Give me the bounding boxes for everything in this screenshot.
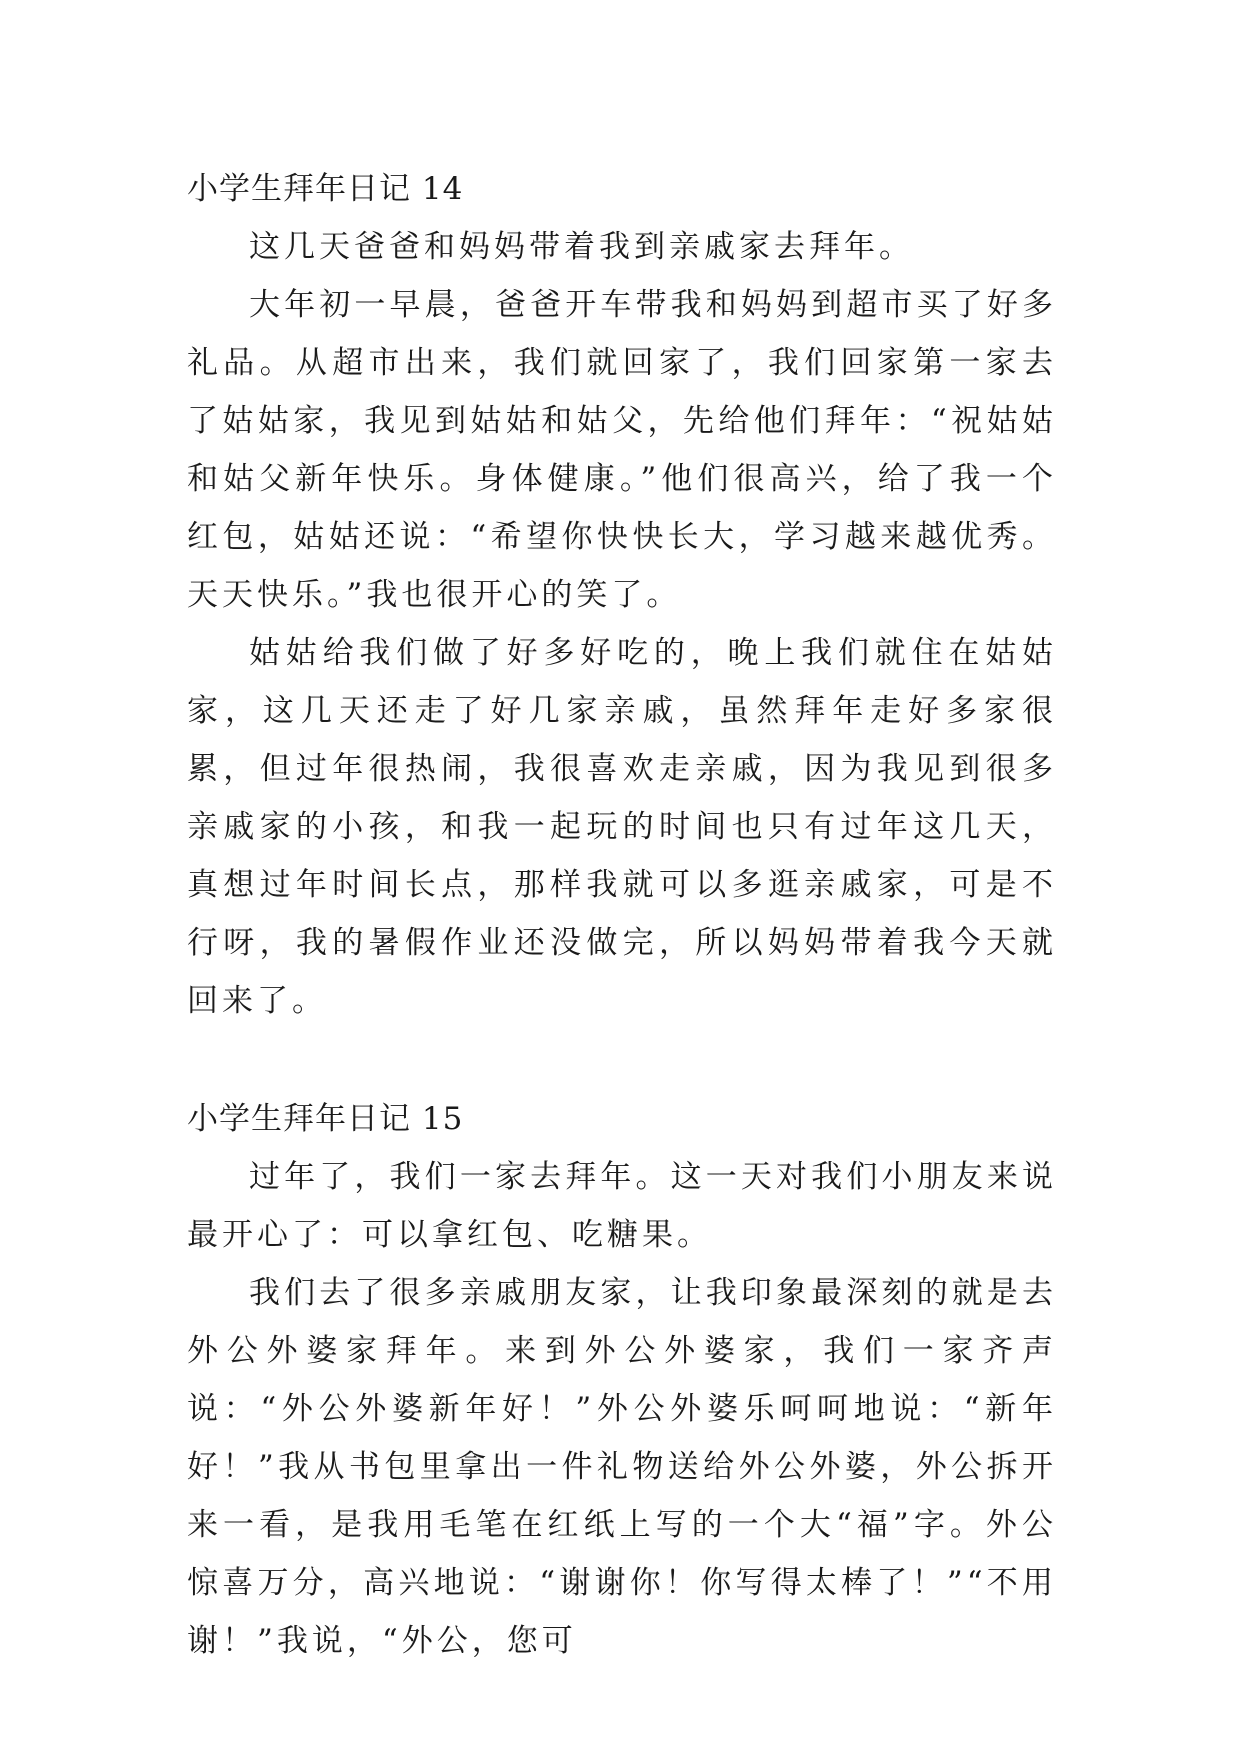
diary-entry-15 [187,1090,1057,1670]
entry-paragraph: 姑姑给我们做了好多好吃的，晚上我们就住在姑姑家，这几天还走了好几家亲戚，虽然拜年走好多家很累，但过年很热闹，我很喜欢走亲戚，因为我见到很多亲戚家的小孩，和我一起玩的时间也只有过年这几天，真想过年时间长点，那样我就可以多逛亲戚家，可是不行呀，我的暑假作业还没做完，所以妈妈带着我今天就回来了。 [187,635,1057,1019]
entry-title: 小学生拜年日记 15 [187,1101,464,1137]
diary-entry-14 [187,160,1057,1030]
entry-paragraph: 我们去了很多亲戚朋友家，让我印象最深刻的就是去外公外婆家拜年。来到外公外婆家，我们一家齐声说：“外公外婆新年好！”外公外婆乐呵呵地说：“新年好！”我从书包里拿出一件礼物送给外公外婆，外公拆开来一看，是我用毛笔在红纸上写的一个大“福”字。外公惊喜万分，高兴地说：“谢谢你！你写得太棒了！”“不用谢！”我说，“外公，您可 [187,1275,1057,1659]
entry-paragraph: 过年了，我们一家去拜年。这一天对我们小朋友来说最开心了：可以拿红包、吃糖果。 [187,1159,1057,1253]
entry-paragraph: 这几天爸爸和妈妈带着我到亲戚家去拜年。 [249,229,914,265]
document-body [187,160,1057,1670]
entry-paragraph: 大年初一早晨，爸爸开车带我和妈妈到超市买了好多礼品。从超市出来，我们就回家了，我们回家第一家去了姑姑家，我见到姑姑和姑父，先给他们拜年：“祝姑姑和姑父新年快乐。身体健康。”他们很高兴，给了我一个红包，姑姑还说：“希望你快快长大，学习越来越优秀。天天快乐。”我也很开心的笑了。 [187,287,1057,613]
entry-title: 小学生拜年日记 14 [187,171,464,207]
